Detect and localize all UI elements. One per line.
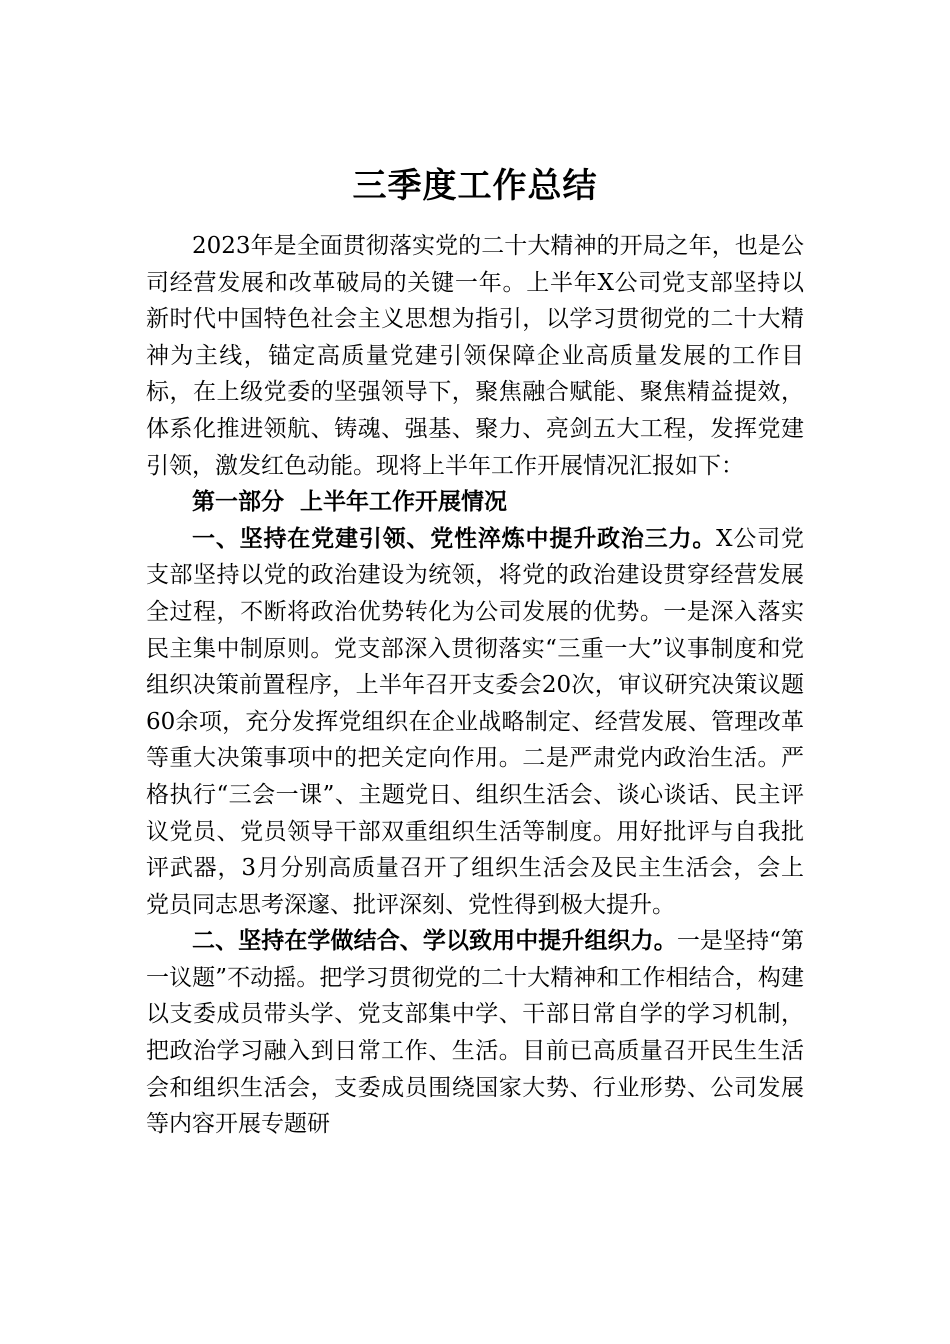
section-2-paragraph	[146, 923, 804, 1143]
part-heading: 第一部分 上半年工作开展情况	[192, 489, 508, 516]
section-1-paragraph	[146, 521, 804, 924]
section-1-lead: 一、坚持在党建引领、党性淬炼中提升政治三力。	[192, 525, 717, 552]
page-title: 三季度工作总结	[352, 166, 598, 206]
section-1-body: X公司党支部坚持以党的政治建设为统领，将党的政治建设贯穿经营发展全过程，不断将政治优势转化为公司发展的优势。一是深入落实民主集中制原则。党支部深入贯彻落实“三重一大”议事制度和党组织决策前置程序，上半年召开支委会20次，审议研究决策议题60余项，充分发挥党组织在企业战略制定、经营发展、管理改革等重大决策事项中的把关定向作用。二是严肃党内政治生活。严格执行“三会一课”、主题党日、组织生活会、谈心谈话、民主评议党员、党员领导干部双重组织生活等制度。用好批评与自我批评武器，3月分别高质量召开了组织生活会及民主生活会，会上党员同志思考深邃、批评深刻、党性得到极大提升。	[146, 525, 805, 918]
section-2-body: 一是坚持“第一议题”不动摇。把学习贯彻党的二十大精神和工作相结合，构建以支委成员带头学、党支部集中学、干部日常自学的学习机制，把政治学习融入到日常工作、生活。目前已高质量召开民生生活会和组织生活会，支委成员围绕国家大势、行业形势、公司发展等内容开展专题研	[146, 928, 805, 1138]
section-2-lead: 二、坚持在学做结合、学以致用中提升组织力。	[192, 928, 677, 955]
document-body	[146, 228, 804, 1143]
intro-paragraph: 2023年是全面贯彻落实党的二十大精神的开局之年，也是公司经营发展和改革破局的关键一年。上半年X公司党支部坚持以新时代中国特色社会主义思想为指引，以学习贯彻党的二十大精神为主线，锚定高质量党建引领保障企业高质量发展的工作目标，在上级党委的坚强领导下，聚焦融合赋能、聚焦精益提效，体系化推进领航、铸魂、强基、聚力、亮剑五大工程，发挥党建引领，激发红色动能。现将上半年工作开展情况汇报如下：	[146, 233, 804, 479]
